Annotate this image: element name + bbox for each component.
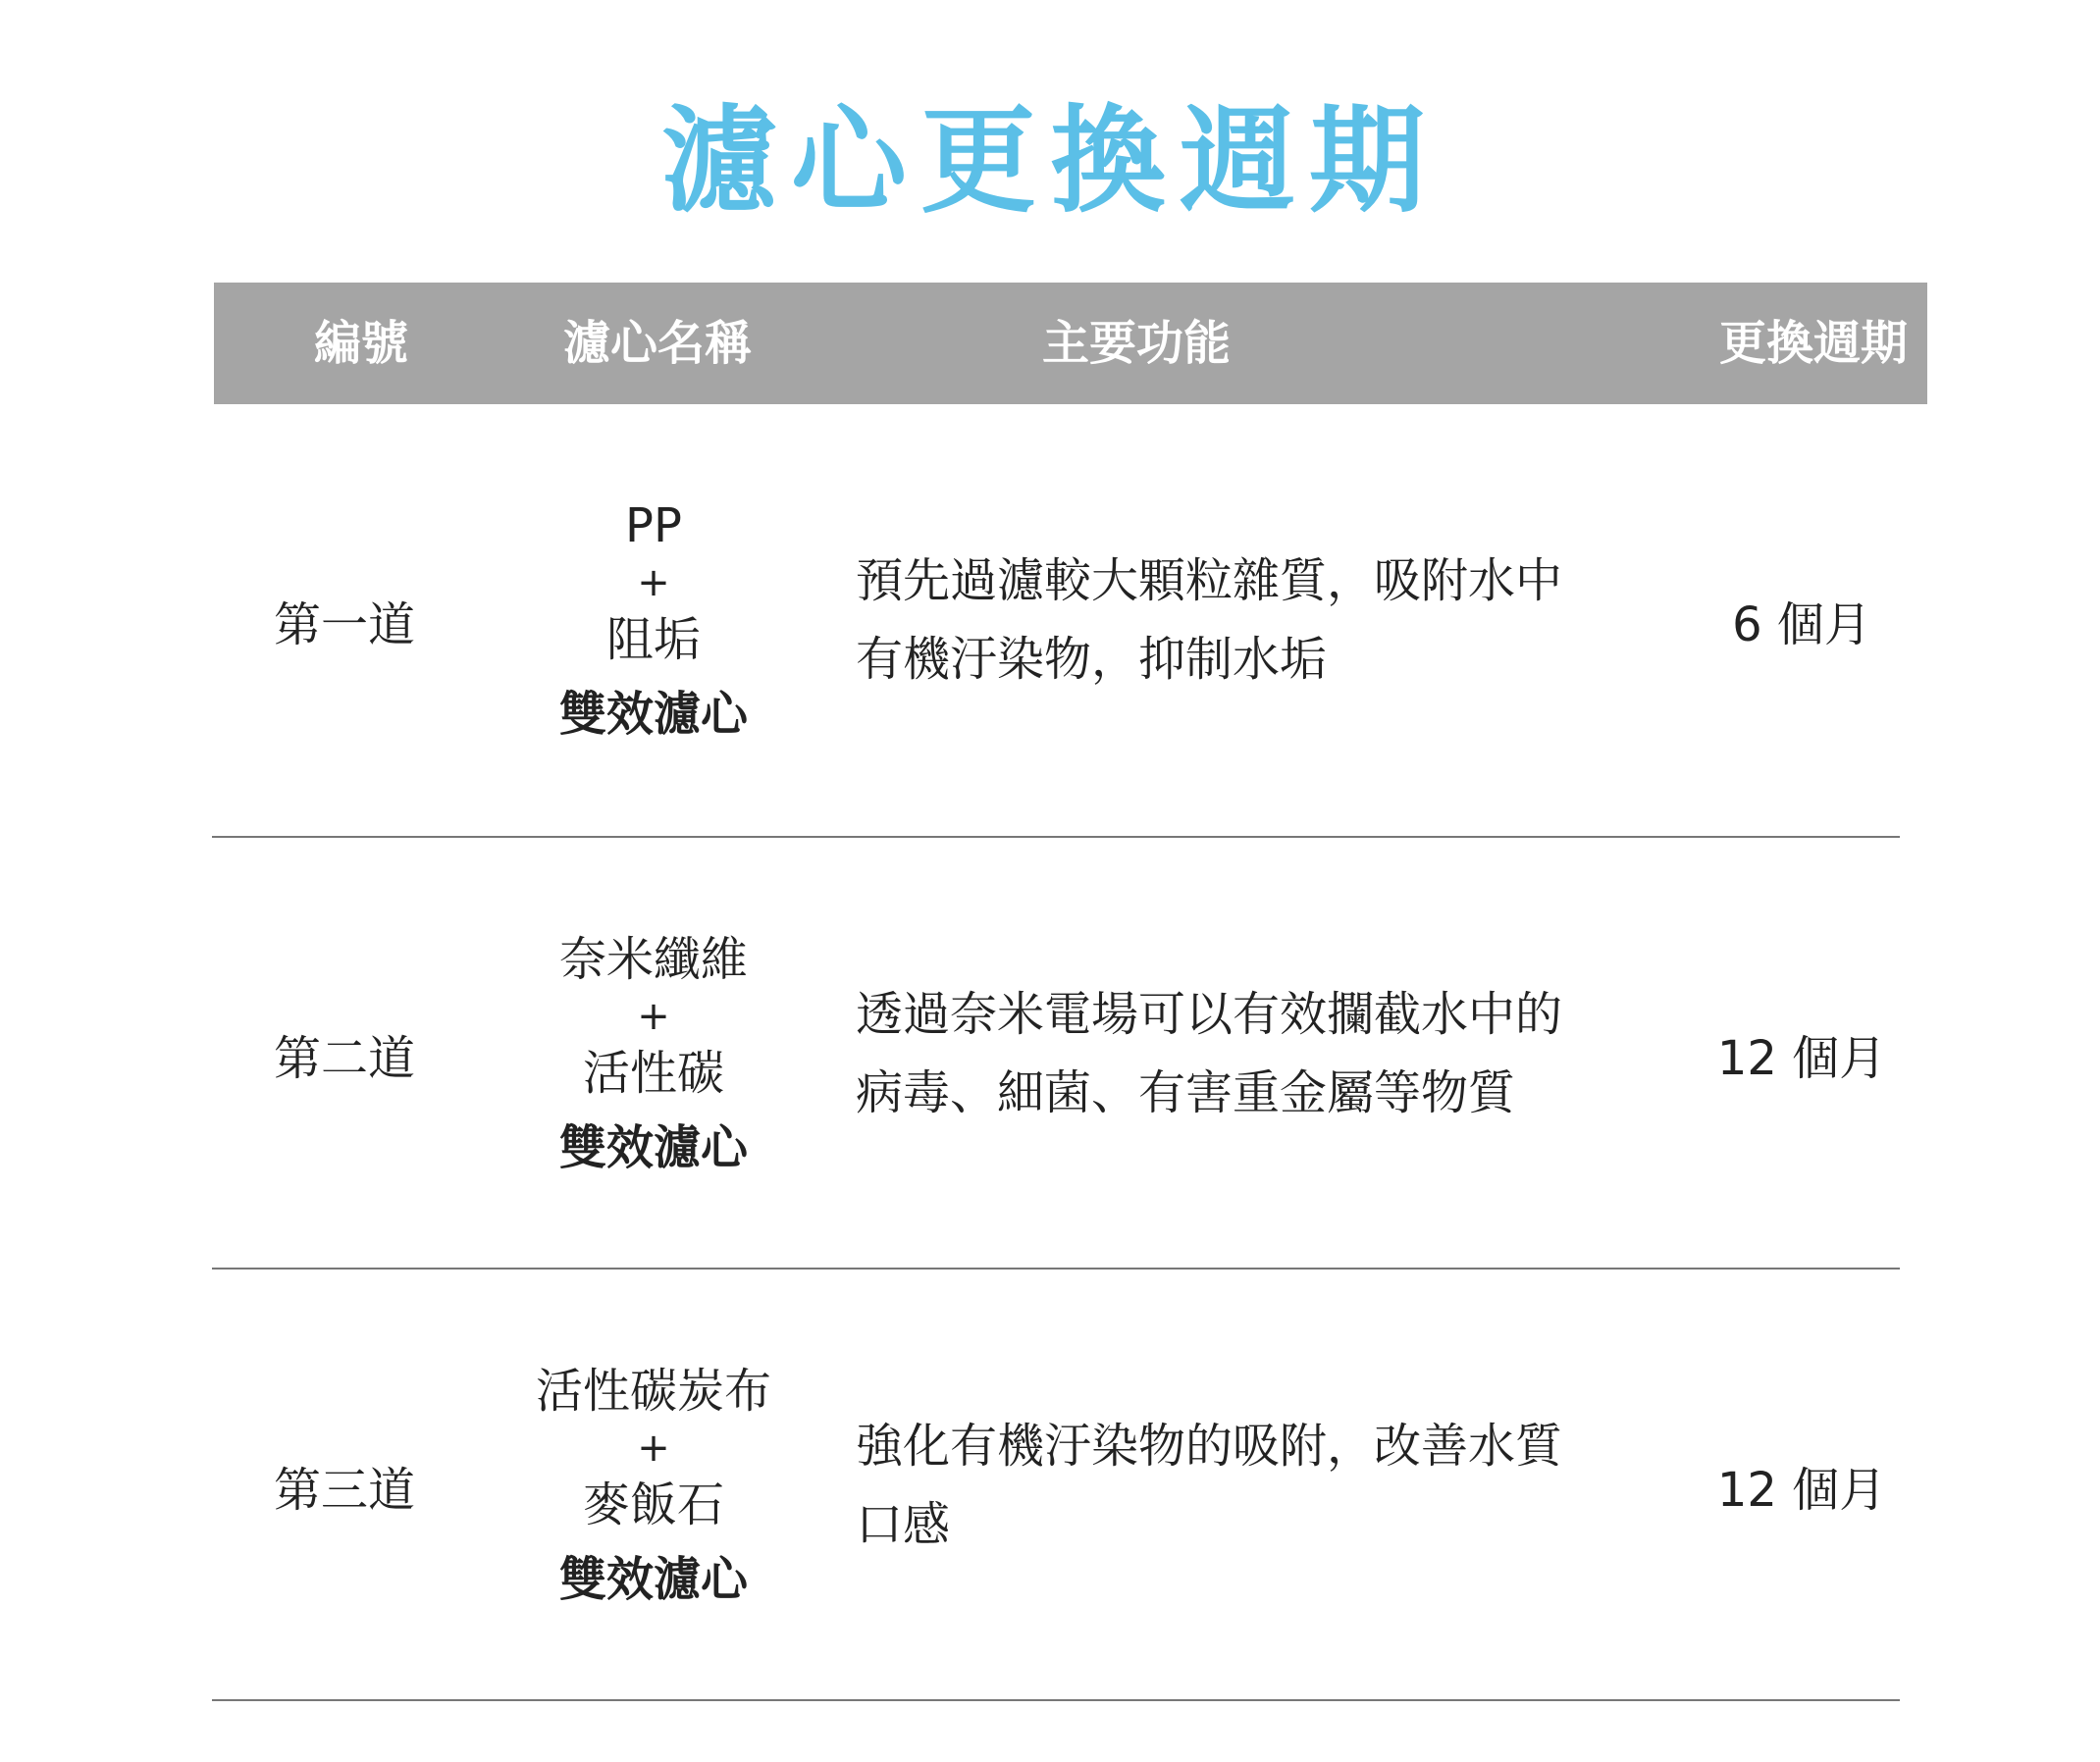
filter-name-line1: 奈米纖維	[558, 932, 748, 987]
page-title: 濾心更換週期	[660, 93, 1439, 229]
row-id: 第二道	[273, 1030, 415, 1086]
function-line1: 強化有機汙染物的吸附，改善水質	[856, 1419, 1563, 1474]
function-line2: 有機汙染物，抑制水垢	[856, 632, 1328, 687]
function-line2: 病毒、細菌、有害重金屬等物質	[856, 1065, 1516, 1120]
row-id: 第一道	[273, 596, 415, 652]
plus-sign: +	[637, 1425, 670, 1471]
filter-type: 雙效濾心	[558, 1120, 748, 1175]
filter-name	[487, 1270, 820, 1701]
table-row	[212, 1270, 1900, 1701]
function-line1: 透過奈米電場可以有效攔截水中的	[856, 987, 1563, 1042]
filter-type: 雙效濾心	[558, 1552, 748, 1607]
header-id: 編號	[313, 316, 408, 371]
filter-name-line1: PP	[625, 498, 682, 553]
filter-name-line1: 活性碳炭布	[535, 1364, 771, 1419]
header-function: 主要功能	[1041, 316, 1231, 371]
filter-type: 雙效濾心	[558, 687, 748, 742]
row-id: 第三道	[273, 1462, 415, 1518]
function-line2: 口感	[856, 1497, 951, 1552]
replace-cycle: 12 個月	[1716, 1030, 1887, 1086]
filter-name	[487, 838, 820, 1270]
filter-function	[856, 1270, 1601, 1701]
replace-cycle: 6 個月	[1732, 596, 1871, 652]
table-row	[212, 404, 1900, 836]
header-name: 濾心名稱	[562, 316, 752, 371]
plus-sign: +	[637, 994, 670, 1039]
filter-function	[856, 838, 1601, 1270]
row-divider	[212, 1699, 1900, 1701]
header-cycle: 更換週期	[1718, 316, 1908, 371]
table-header	[214, 283, 1927, 404]
filter-name-line2: 活性碳	[582, 1046, 724, 1101]
filter-name-line2: 阻垢	[605, 612, 701, 667]
filter-name-line2: 麥飯石	[582, 1477, 724, 1532]
filter-function	[856, 404, 1601, 836]
function-line1: 預先過濾較大顆粒雜質，吸附水中	[856, 553, 1563, 608]
table-row	[212, 838, 1900, 1270]
plus-sign: +	[637, 560, 670, 605]
filter-name	[487, 404, 820, 836]
replace-cycle: 12 個月	[1716, 1462, 1887, 1518]
